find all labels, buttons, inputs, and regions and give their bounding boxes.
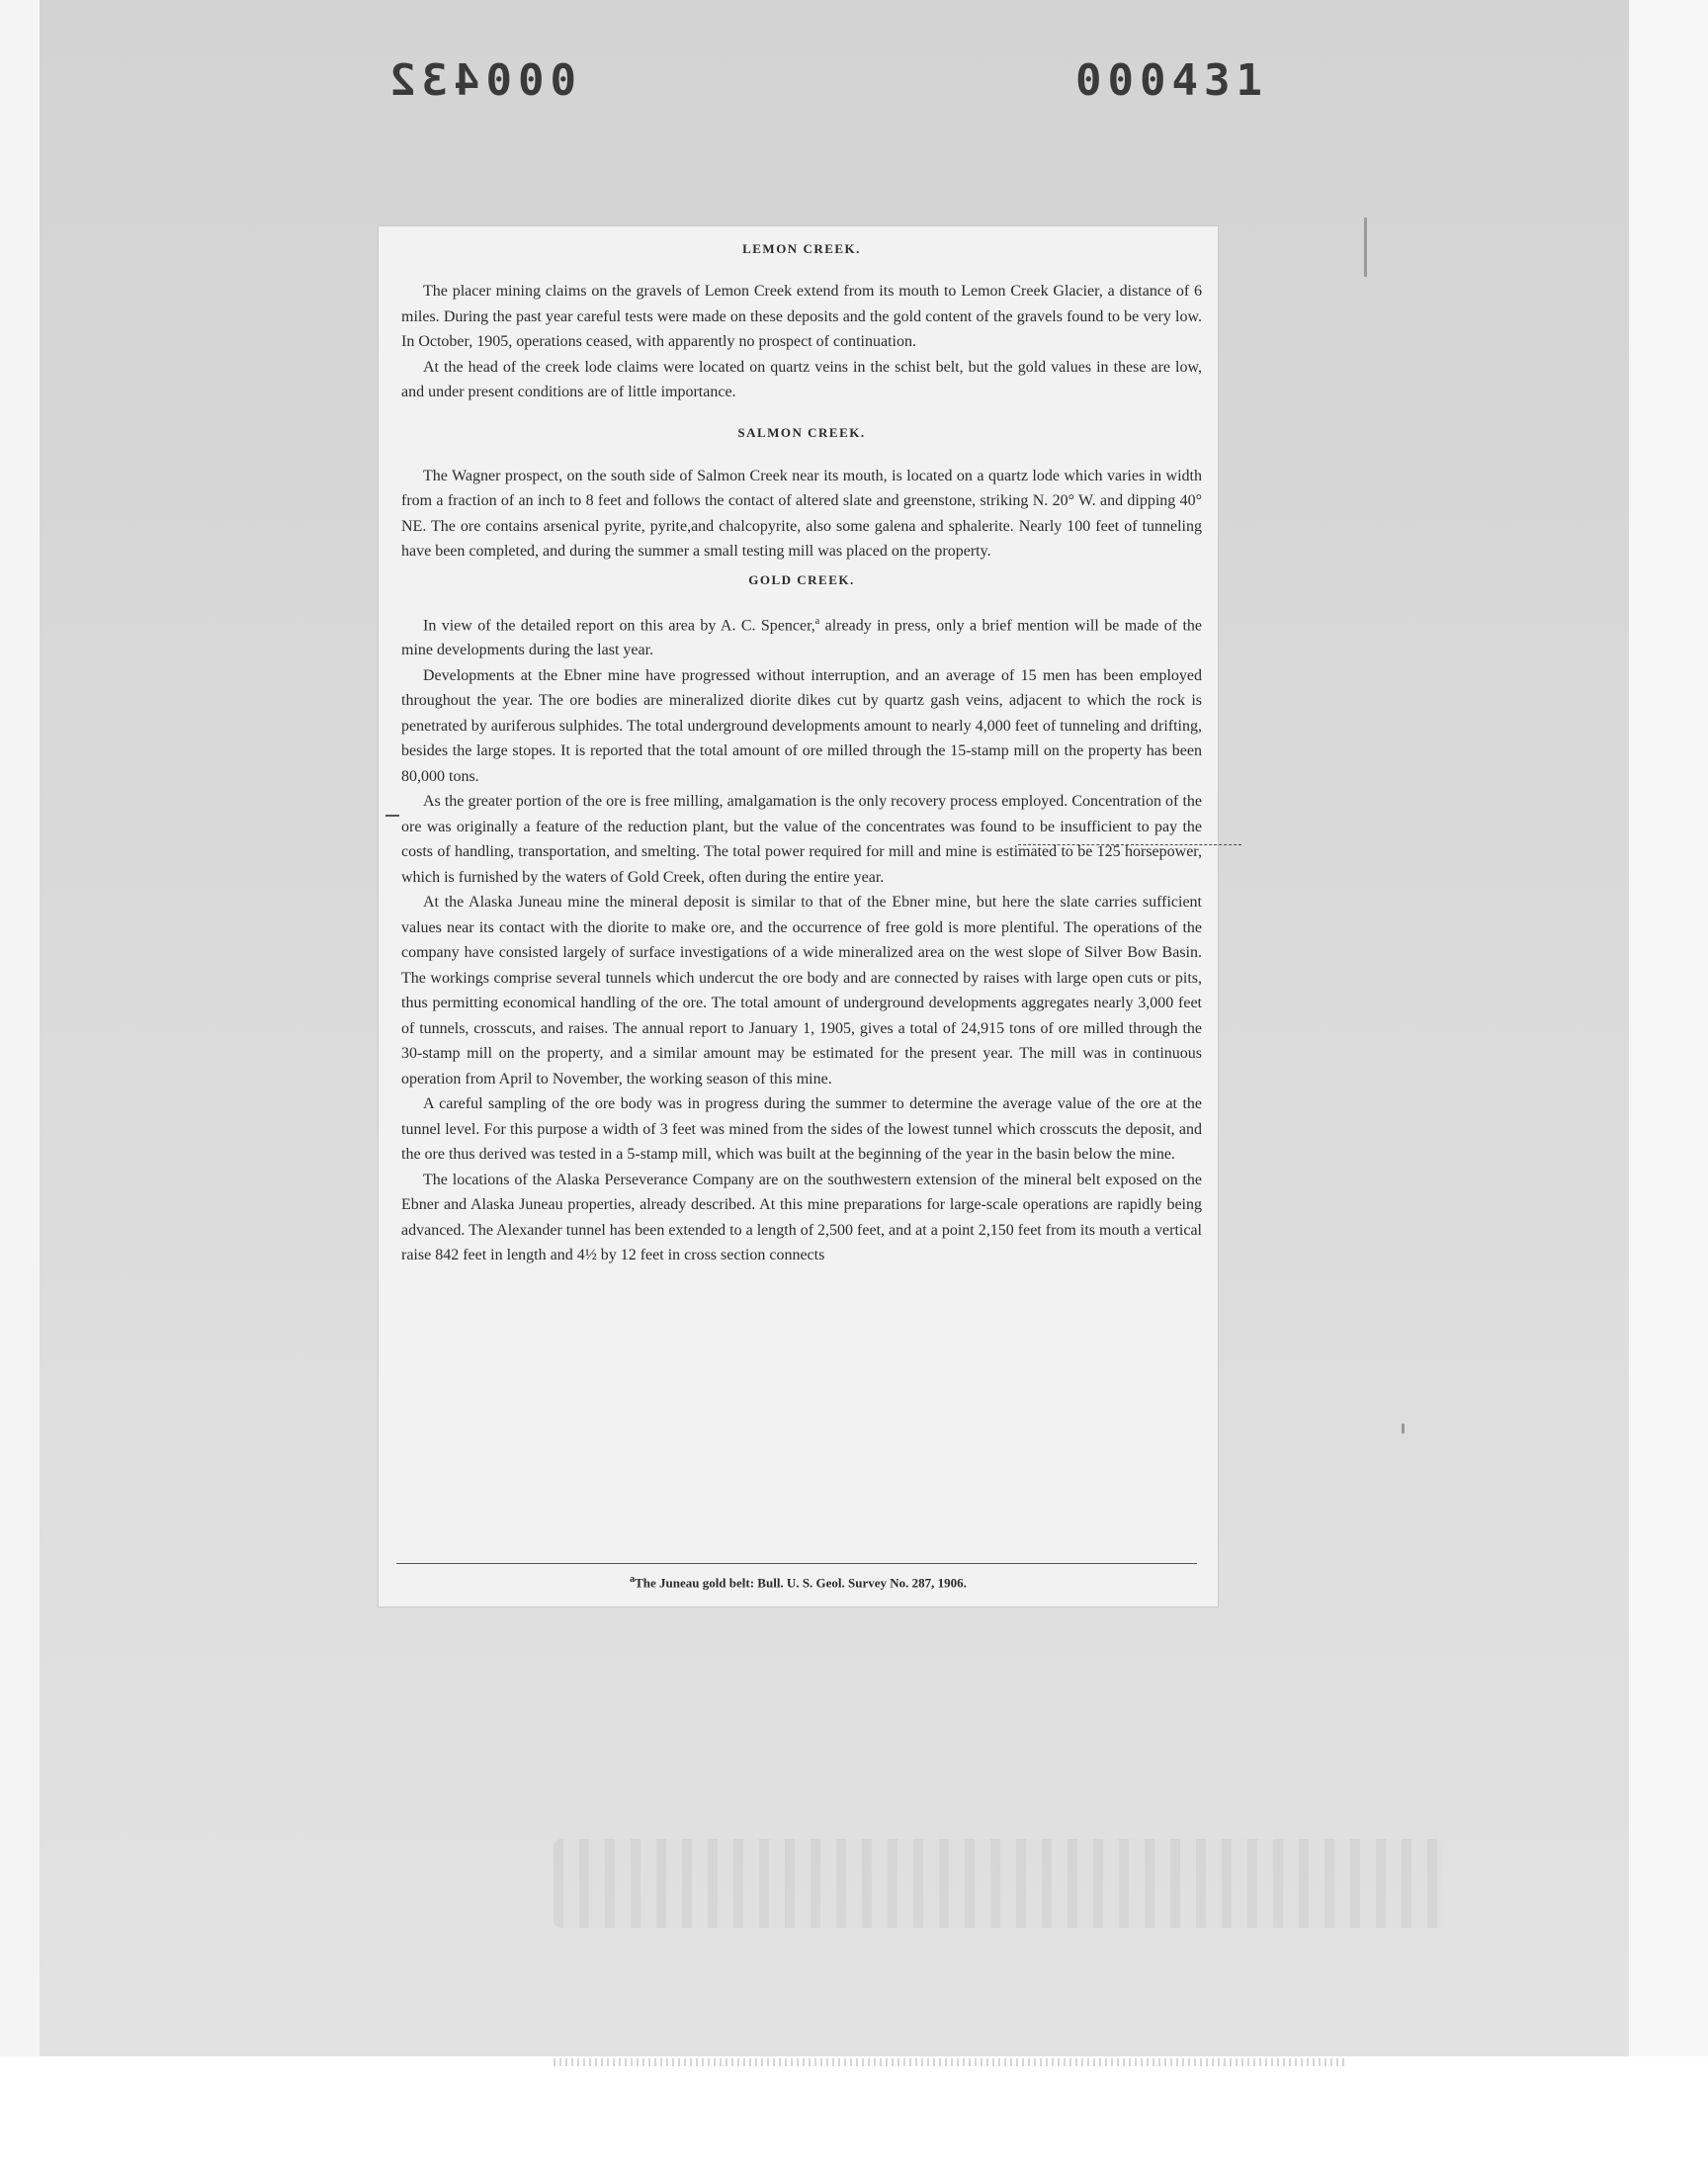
paragraph: The locations of the Alaska Perseverance Company are on the southwestern extension of the mineral belt exposed on the Ebner and Alaska Juneau properties, already described. At this mine preparations for large-scale operations are rapidly being advanced. The Alexander tunnel has been extended to a length of 2,500 feet, and at a point 2,150 feet from its mouth a vertical raise 842 feet in length and 4½ by 12 feet in cross section connects xyxy=(401,1171,1202,1264)
footnote xyxy=(379,1574,1218,1591)
margin-mark xyxy=(385,815,399,817)
bleed-through-text xyxy=(554,1839,1443,1928)
section-heading-gold-creek: GOLD CREEK. xyxy=(748,571,855,587)
footnote-marker: a xyxy=(630,1574,636,1585)
footnote-reference: a xyxy=(814,615,820,627)
intro-text-continued: already in press, only a brief mention will be made of the mine developments during the last year. xyxy=(401,616,1202,659)
intro-text: In view of the detailed report on this area by A. C. Spencer, xyxy=(423,616,815,634)
scan-left-margin xyxy=(0,0,40,2056)
footnote-text: The Juneau gold belt: Bull. U. S. Geol. Survey No. 287, 1906. xyxy=(635,1575,967,1591)
footnote-divider xyxy=(396,1563,1197,1564)
paragraph: A careful sampling of the ore body was in progress during the summer to determine the average value of the ore at the tunnel level. For this purpose a width of 3 feet was mined from the sides of the lowest tunnel which crosscuts the deposit, and the ore thus derived was tested in a 5-stamp mill, which was built at the beginning of the year in the basin below the mine. xyxy=(401,1095,1202,1164)
printed-page xyxy=(379,226,1218,1607)
scan-mark xyxy=(1364,218,1367,277)
stamp-number: 000431 xyxy=(1075,55,1268,106)
paragraph: At the Alaska Juneau mine the mineral deposit is similar to that of the Ebner mine, but here the slate carries sufficient values near its contact with the diorite to make ore, and the occurrence of free gold is more plentiful. The operations of the company have consisted largely of surface investigations of a wide mineralized area on the west slope of Silver Bow Basin. The workings comprise several tunnels which undercut the ore body and are connected by raises with large open cuts or pits, thus permitting economical handling of the ore. The total amount of underground developments aggregates nearly 3,000 feet of tunnels, crosscuts, and raises. The annual report to January 1, 1905, gives a total of 24,915 tons of ore milled through the 30-stamp mill on the property, and a similar amount may be estimated for the present year. The mill was in continuous operation from April to November, the working season of this mine. xyxy=(401,894,1202,1088)
paragraph: At the head of the creek lode claims were located on quartz veins in the schist belt, but the gold values in these are low, and under present conditions are of little importance. xyxy=(401,358,1202,400)
scan-right-margin xyxy=(1629,0,1708,2056)
paragraph: The placer mining claims on the gravels of Lemon Creek extend from its mouth to Lemon Creek Glacier, a distance of 6 miles. During the past year careful tests were made on these deposits and the gold content of the gravels found to be very low. In October, 1905, operations ceased, with apparently no prospect of continuation. xyxy=(401,283,1202,350)
scan-mark xyxy=(1402,1424,1405,1434)
paragraph: The Wagner prospect, on the south side of Salmon Creek near its mouth, is located on a quartz lode which varies in width from a fraction of an inch to 8 feet and follows the contact of altered slate and greenstone, striking N. 20° W. and dipping 40° NE. The ore contains arsenical pyrite, pyrite,and chalcopyrite, also some galena and sphalerite. Nearly 100 feet of tunneling have been completed, and during the summer a small testing mill was placed on the property. xyxy=(401,467,1202,560)
scan-edge-noise xyxy=(554,2058,1344,2066)
section-heading-salmon-creek: SALMON CREEK. xyxy=(737,424,866,440)
page-text-block xyxy=(401,226,1202,1268)
paragraph-intro xyxy=(401,609,1202,663)
handwritten-underline xyxy=(1018,844,1241,846)
section-heading-lemon-creek: LEMON CREEK. xyxy=(742,241,861,256)
stamp-number-mirrored: 000432 xyxy=(384,55,576,106)
bottom-margin xyxy=(0,2056,1708,2175)
paragraph: As the greater portion of the ore is free milling, amalgamation is the only recovery process employed. Concentration of the ore was originally a feature of the reduction plant, but the value of the concentrates was found to be insufficient to pay the costs of handling, transportation, and smelting. The total power required for mill and mine is estimated to be 125 horsepower, which is furnished by the waters of Gold Creek, often during the entire year. xyxy=(401,793,1202,886)
paragraph: Developments at the Ebner mine have progressed without interruption, and an average of 15 men has been employed throughout the year. The ore bodies are mineralized diorite dikes cut by quartz gash veins, adjacent to which the rock is penetrated by auriferous sulphides. The total underground developments amount to nearly 4,000 feet of tunneling and drifting, besides the large stopes. It is reported that the total amount of ore milled through the 15-stamp mill on the property has been 80,000 tons. xyxy=(401,666,1202,785)
